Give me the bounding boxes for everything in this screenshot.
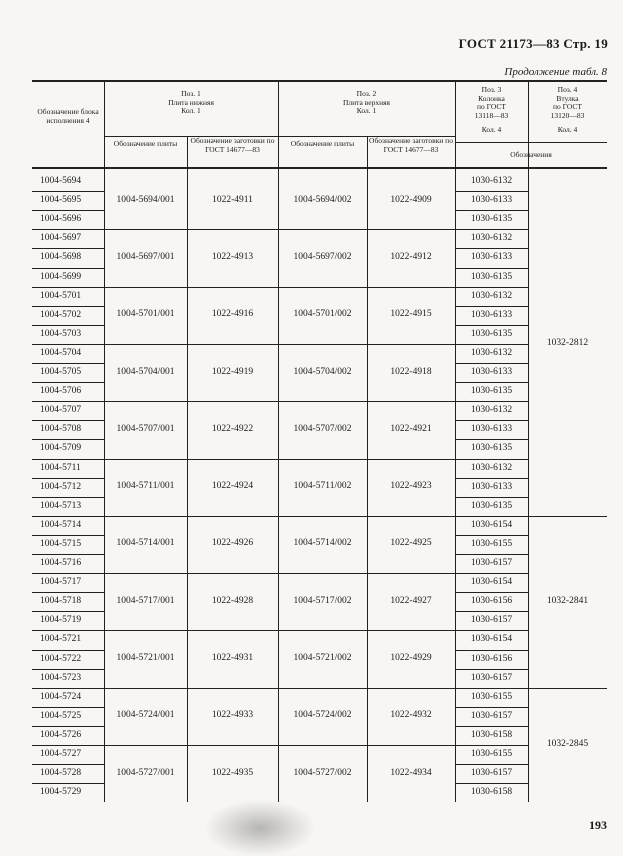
block-designation-cell: 1004-5695 [40,195,82,206]
block-designation-cell: 1004-5724 [40,691,82,702]
pos3-column-cell: 1030-6157 [470,768,513,779]
block-designation-cell: 1004-5709 [40,443,82,454]
pos3-column-cell: 1030-6135 [470,271,513,282]
page-header-title: ГОСТ 21173—83 Стр. 19 [458,36,608,51]
pos2-blank-cell: 1022-4932 [390,710,432,721]
block-designation-cell: 1004-5723 [40,672,82,683]
block-designation-cell: 1004-5728 [40,768,82,779]
block-designation-cell: 1004-5726 [40,729,82,740]
pos1-blank-cell: 1022-4911 [212,194,253,205]
group-rule [104,630,455,631]
header-sub-rule-right [455,142,607,143]
pos2-blank-cell: 1022-4912 [390,251,432,262]
group-rule [104,344,455,345]
pos2-blank-cell: 1022-4925 [390,538,432,549]
block-designation-cell: 1004-5717 [40,577,82,588]
row-rule-block [32,191,104,192]
pos3-column-cell: 1030-6155 [470,538,513,549]
block-designation-cell: 1004-5703 [40,328,82,339]
pos3-column-cell: 1030-6135 [470,443,513,454]
pos3-column-cell: 1030-6155 [470,691,513,702]
row-rule-pos3 [455,248,528,249]
pos3-column-cell: 1030-6158 [470,729,513,740]
pos4-group-rule [528,516,607,517]
pos3-column-cell: 1030-6158 [470,787,513,798]
row-rule-pos3 [455,573,528,574]
block-designation-cell: 1004-5699 [40,271,82,282]
block-designation-cell: 1004-5713 [40,500,82,511]
header-bottom-rule [32,167,607,169]
pos3-column-cell: 1030-6157 [470,672,513,683]
row-rule-pos3 [455,554,528,555]
pos2-plate-cell: 1004-5717/002 [293,595,352,606]
row-rule-pos3 [455,382,528,383]
row-rule-pos3 [455,688,528,689]
pos3-column-cell: 1030-6154 [470,577,513,588]
pos1-plate-cell: 1004-5697/001 [116,251,175,262]
pos3-column-cell: 1030-6157 [470,710,513,721]
row-rule-block [32,420,104,421]
row-rule-block [32,325,104,326]
column-rule [278,80,279,802]
row-rule-pos3 [455,535,528,536]
group-rule [104,516,455,517]
block-designation-cell: 1004-5701 [40,290,82,301]
block-designation-cell: 1004-5719 [40,615,82,626]
row-rule-block [32,478,104,479]
row-rule-block [32,382,104,383]
pos3-column-cell: 1030-6133 [470,481,513,492]
row-rule-block [32,229,104,230]
pos4-designation: 1032-2841 [546,595,589,606]
pos3-column-cell: 1030-6133 [470,252,513,263]
pos1-blank-cell: 1022-4935 [211,767,254,778]
pos1-plate-cell: 1004-5704/001 [116,366,175,377]
pos3-column-cell: 1030-6154 [470,634,513,645]
row-rule-pos3 [455,363,528,364]
pos2-plate-cell: 1004-5711/002 [293,481,352,492]
pos2-blank-cell: 1022-4921 [390,423,432,434]
row-rule-block [32,688,104,689]
pos3-column-cell: 1030-6133 [470,367,513,377]
header-block-designation: Обозначение блока исполнения 4 [37,107,99,125]
pos1-blank-cell: 1022-4919 [211,366,254,377]
block-designation-cell: 1004-5711 [40,462,81,473]
row-rule-block [32,401,104,402]
row-rule-pos3 [455,287,528,288]
pos2-blank-cell: 1022-4915 [390,309,432,320]
row-rule-pos3 [455,592,528,593]
pos2-plate-cell: 1004-5707/002 [293,423,352,434]
row-rule-block [32,497,104,498]
block-designation-cell: 1004-5694 [40,176,82,186]
block-designation-cell: 1004-5698 [40,252,82,263]
pos2-plate-cell: 1004-5727/002 [293,767,352,778]
column-rule [187,136,188,802]
pos3-column-cell: 1030-6157 [470,558,513,568]
pos2-blank-cell: 1022-4923 [390,481,432,492]
row-rule-block [32,783,104,784]
block-designation-cell: 1004-5707 [40,405,82,416]
row-rule-block [32,535,104,536]
pos3-column-cell: 1030-6132 [470,347,513,358]
group-rule [104,745,455,746]
row-rule-pos3 [455,650,528,651]
row-rule-pos3 [455,229,528,230]
block-designation-cell: 1004-5729 [40,787,82,798]
pos2-plate-cell: 1004-5714/002 [293,538,352,549]
row-rule-block [32,248,104,249]
pos1-plate-cell: 1004-5707/001 [116,423,175,434]
row-rule-pos3 [455,210,528,211]
group-rule [104,401,455,402]
row-rule-pos3 [455,726,528,727]
pos2-plate-cell: 1004-5701/002 [293,309,352,320]
row-rule-block [32,707,104,708]
pos3-column-cell: 1030-6133 [470,424,513,435]
row-rule-pos3 [455,191,528,192]
block-designation-cell: 1004-5705 [40,367,82,377]
pos3-column-cell: 1030-6132 [470,233,513,244]
pos3-column-cell: 1030-6133 [470,195,513,206]
row-rule-pos3 [455,344,528,345]
pos3-column-cell: 1030-6132 [470,405,513,416]
pos2-blank-cell: 1022-4909 [390,194,432,205]
column-rule [104,80,105,802]
pos2-blank-cell: 1022-4918 [390,366,432,377]
pos3-column-cell: 1030-6155 [470,749,513,759]
row-rule-pos3 [455,459,528,460]
row-rule-block [32,439,104,440]
column-rule [528,80,529,802]
row-rule-block [32,306,104,307]
row-rule-pos3 [455,707,528,708]
pos1-plate-cell: 1004-5727/001 [116,767,175,778]
table-top-rule [32,80,607,82]
row-rule-block [32,592,104,593]
block-designation-cell: 1004-5727 [40,749,82,759]
header-pos1-plate: Обозначение плиты [113,139,178,148]
pos4-designation: 1032-2845 [546,739,589,749]
pos2-plate-cell: 1004-5697/002 [293,251,352,262]
header-pos3-qty: Кол. 4 [481,125,502,134]
row-rule-block [32,459,104,460]
header-pos2-plate: Обозначение плиты [290,139,355,148]
pos3-column-cell: 1030-6156 [470,596,513,607]
row-rule-pos3 [455,630,528,631]
header-pos2-blank: Обозначение заготовки по ГОСТ 14677—83 [369,136,453,154]
pos1-plate-cell: 1004-5714/001 [116,538,175,549]
row-rule-block [32,669,104,670]
row-rule-pos3 [455,325,528,326]
row-rule-pos3 [455,401,528,402]
pos3-column-cell: 1030-6132 [470,462,513,473]
pos3-column-cell: 1030-6133 [470,309,513,320]
row-rule-block [32,726,104,727]
block-designation-cell: 1004-5712 [40,481,82,492]
page-number: 193 [589,818,607,832]
pos1-blank-cell: 1022-4922 [211,423,254,434]
pos1-blank-cell: 1022-4933 [211,710,254,721]
row-rule-pos3 [455,516,528,517]
pos4-group-rule [528,688,607,689]
pos2-plate-cell: 1004-5721/002 [293,653,352,664]
group-rule [104,688,455,689]
group-rule [104,573,455,574]
row-rule-block [32,287,104,288]
header-pos2: Поз. 2 Плита верхняя Кол. 1 [343,89,390,115]
pos2-plate-cell: 1004-5724/002 [293,710,352,721]
pos1-plate-cell: 1004-5717/001 [116,595,175,606]
pos3-column-cell: 1030-6157 [470,615,513,626]
pos1-plate-cell: 1004-5724/001 [116,710,175,721]
pos1-blank-cell: 1022-4916 [211,309,254,320]
header-designations: Обозначения [510,150,552,159]
pos1-blank-cell: 1022-4913 [211,251,254,262]
header-pos1: Поз. 1 Плита нижняя Кол. 1 [168,89,214,115]
row-rule-block [32,363,104,364]
block-designation-cell: 1004-5704 [40,347,82,358]
row-rule-block [32,210,104,211]
row-rule-pos3 [455,764,528,765]
pos1-blank-cell: 1022-4928 [211,595,254,606]
row-rule-pos3 [455,420,528,421]
block-designation-cell: 1004-5716 [40,558,82,568]
block-designation-cell: 1004-5706 [40,386,82,397]
block-designation-cell: 1004-5697 [40,233,82,244]
pos3-column-cell: 1030-6135 [470,328,513,339]
pos3-column-cell: 1030-6135 [470,386,513,397]
row-rule-block [32,611,104,612]
block-designation-cell: 1004-5696 [40,214,82,225]
row-rule-block [32,516,104,517]
pos2-plate-cell: 1004-5694/002 [293,194,352,205]
pos1-plate-cell: 1004-5721/001 [116,653,175,664]
pos3-column-cell: 1030-6154 [470,519,513,530]
row-rule-pos3 [455,497,528,498]
block-designation-cell: 1004-5721 [40,634,82,645]
block-designation-cell: 1004-5725 [40,710,82,721]
row-rule-pos3 [455,478,528,479]
pos1-plate-cell: 1004-5701/001 [116,309,175,320]
header-pos4: Поз. 4 Втулка по ГОСТ 13120—83 [550,85,585,120]
pos1-plate-cell: 1004-5694/001 [116,194,175,205]
pos1-blank-cell: 1022-4926 [211,538,254,549]
scan-smudge [205,800,315,856]
column-rule [367,136,368,802]
block-designation-cell: 1004-5714 [40,519,82,530]
row-rule-pos3 [455,611,528,612]
row-rule-block [32,650,104,651]
header-pos1-blank: Обозначение заготовки по ГОСТ 14677—83 [190,136,275,154]
block-designation-cell: 1004-5708 [40,424,82,435]
row-rule-pos3 [455,306,528,307]
pos3-column-cell: 1030-6132 [470,290,513,301]
table-continuation-label: Продолжение табл. 8 [504,66,607,78]
header-pos4-qty: Кол. 4 [557,125,578,134]
row-rule-pos3 [455,439,528,440]
pos1-plate-cell: 1004-5711/001 [116,481,175,492]
row-rule-pos3 [455,669,528,670]
row-rule-pos3 [455,268,528,269]
pos2-blank-cell: 1022-4934 [390,767,432,778]
pos3-column-cell: 1030-6132 [470,176,513,186]
group-rule [104,229,455,230]
row-rule-block [32,554,104,555]
row-rule-block [32,764,104,765]
pos3-column-cell: 1030-6135 [470,500,513,511]
pos3-column-cell: 1030-6156 [470,653,513,664]
row-rule-block [32,745,104,746]
group-rule [104,287,455,288]
pos4-designation: 1032-2812 [546,337,589,348]
row-rule-pos3 [455,783,528,784]
header-pos3: Поз. 3 Колонка по ГОСТ 13118—83 [474,85,509,120]
pos2-blank-cell: 1022-4927 [390,595,432,606]
pos1-blank-cell: 1022-4931 [211,653,254,664]
block-designation-cell: 1004-5722 [40,653,82,664]
row-rule-block [32,573,104,574]
row-rule-block [32,268,104,269]
pos1-blank-cell: 1022-4924 [211,481,254,492]
block-designation-cell: 1004-5715 [40,538,82,549]
group-rule [104,459,455,460]
pos2-blank-cell: 1022-4929 [390,653,432,664]
pos3-column-cell: 1030-6135 [470,214,513,225]
row-rule-pos3 [455,745,528,746]
row-rule-block [32,344,104,345]
pos2-plate-cell: 1004-5704/002 [293,366,352,377]
row-rule-block [32,630,104,631]
block-designation-cell: 1004-5718 [40,596,82,607]
block-designation-cell: 1004-5702 [40,309,82,320]
